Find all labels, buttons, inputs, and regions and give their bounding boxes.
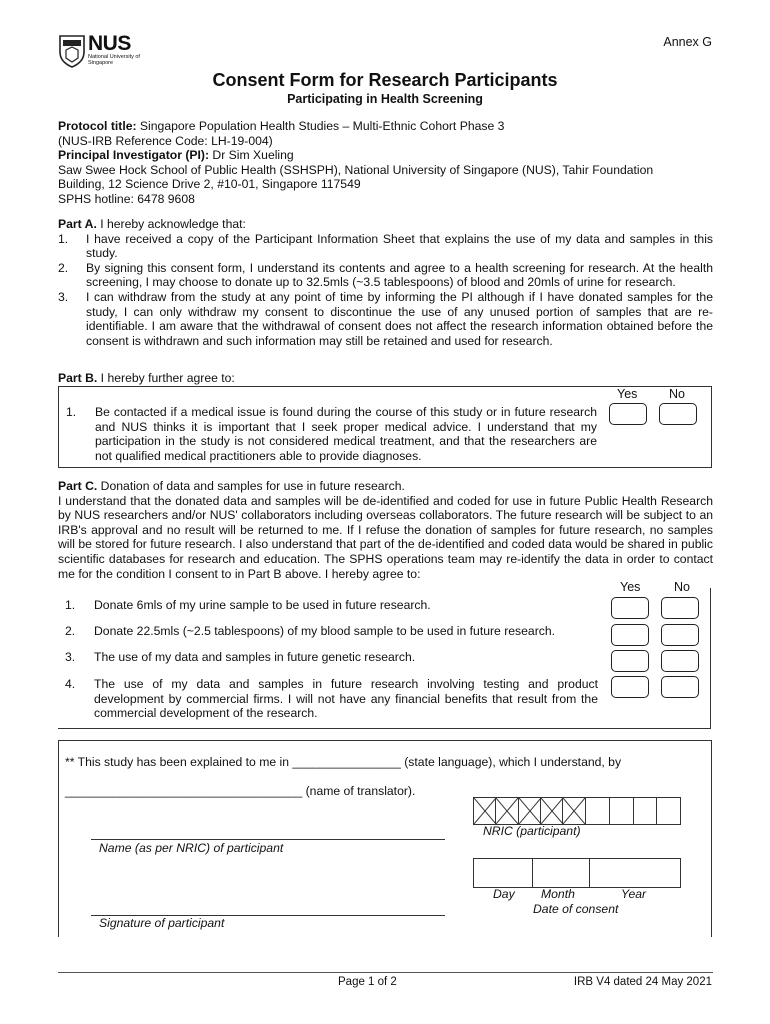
item-text: By signing this consent form, I understand its contents and agree to a health screening for research. At the health screening, I may choose to donate up to 32.5mls (~3.5 tablespoons) of blood and 20mls of urine for research. <box>86 260 713 290</box>
nric-cell-crossed <box>474 798 496 824</box>
part-c-text <box>58 479 713 581</box>
protocol-title-label: Protocol title: <box>58 119 137 133</box>
page-number: Page 1 of 2 <box>338 976 397 988</box>
protocol-title-value: Singapore Population Health Studies – Multi-Ethnic Cohort Phase 3 <box>136 119 505 133</box>
name-label: Name (as per NRIC) of participant <box>99 841 284 855</box>
address-line-2: Building, 12 Science Drive 2, #10-01, Singapore 117549 <box>58 177 361 192</box>
date-month-cell[interactable] <box>533 859 590 887</box>
address-line-1: Saw Swee Hock School of Public Health (SSHSPH), National University of Singapore (NUS), Tahir Foundation <box>58 162 654 177</box>
item-text: I can withdraw from the study at any point of time by informing the PI although if I have donated samples for the study, I can only withdraw my consent to discontinue the use of any unused portion of samples that are re-identifiable. I am aware that the withdrawal of consent does not affect the research information obtained before the consent is withdrawn and such information may still be retained and used for research. <box>86 289 713 348</box>
nric-cell[interactable] <box>634 798 656 824</box>
nric-cell[interactable] <box>610 798 634 824</box>
part-c-3-yes-checkbox[interactable] <box>611 650 649 672</box>
protocol-info <box>58 119 713 207</box>
part-b-yes-checkbox[interactable] <box>609 403 647 425</box>
part-b-item-text: Be contacted if a medical issue is found during the course of this study or in future research and NUS thinks it is important that I seek proper medical advice. I understand that my participation in the study is not considered medical treatment, and that the researchers are not qualified medical practitioners able to provide diagnoses. <box>95 405 597 463</box>
signature-label: Signature of participant <box>99 916 225 930</box>
item-number: 4. <box>65 677 76 691</box>
date-grid[interactable] <box>473 858 681 888</box>
part-c-item-text: Donate 22.5mls (~2.5 tablespoons) of my blood sample to be used in future research. <box>94 624 556 638</box>
page-title: Consent Form for Research Participants <box>212 70 558 90</box>
annex-label: Annex G <box>663 35 712 49</box>
date-label: Date of consent <box>533 902 619 916</box>
part-b-heading <box>58 371 713 386</box>
pi-label: Principal Investigator (PI): <box>58 148 210 163</box>
item-number: 3. <box>65 650 76 664</box>
part-c-intro: Donation of data and samples for use in future research. <box>97 479 405 493</box>
name-signature-line[interactable] <box>91 839 445 840</box>
crest-icon <box>58 34 86 68</box>
nric-grid[interactable] <box>473 797 681 825</box>
nric-cell-crossed <box>519 798 541 824</box>
day-label: Day <box>493 887 515 901</box>
date-year-cell[interactable] <box>590 859 680 887</box>
month-label: Month <box>541 887 575 901</box>
part-b-box <box>58 386 712 468</box>
logo-subtext: National University of Singapore <box>88 54 140 66</box>
nric-cell[interactable] <box>586 798 610 824</box>
part-c-item-text: The use of my data and samples in future genetic research. <box>94 650 416 664</box>
item-number: 2. <box>65 624 76 638</box>
item-number: 2. <box>58 260 69 275</box>
item-number: 1. <box>58 231 69 246</box>
part-c-1-no-checkbox[interactable] <box>661 597 699 619</box>
yes-header: Yes <box>617 387 638 401</box>
pi-value: Dr Sim Xueling <box>209 148 294 163</box>
page-subtitle: Participating in Health Screening <box>287 92 483 106</box>
part-a <box>58 217 713 348</box>
version-label: IRB V4 dated 24 May 2021 <box>573 976 712 988</box>
part-c-label: Part C. <box>58 479 98 493</box>
item-text: I have received a copy of the Participant Information Sheet that explains the use of my data and samples in this study. <box>86 231 713 261</box>
part-c-4-yes-checkbox[interactable] <box>611 676 649 698</box>
hotline: SPHS hotline: 6478 9608 <box>58 191 195 206</box>
part-c-4-no-checkbox[interactable] <box>661 676 699 698</box>
nric-cell-crossed <box>563 798 585 824</box>
part-c-2-no-checkbox[interactable] <box>661 624 699 646</box>
part-b-no-checkbox[interactable] <box>659 403 697 425</box>
signature-box <box>58 740 712 937</box>
part-c-box <box>58 580 711 729</box>
item-number: 1. <box>66 405 77 419</box>
translator-line[interactable]: ___________________________________ (name of translator). <box>65 784 416 798</box>
year-label: Year <box>621 887 647 901</box>
no-header: No <box>674 580 690 594</box>
part-a-intro: I hereby acknowledge that: <box>96 217 246 231</box>
part-c-item-text: Donate 6mls of my urine sample to be used in future research. <box>94 598 431 612</box>
part-a-label: Part A. <box>58 217 97 231</box>
part-a-item <box>58 232 713 261</box>
irb-reference: (NUS-IRB Reference Code: LH-19-004) <box>58 133 273 148</box>
part-c-item-text: The use of my data and samples in future research involving testing and product development by commercial firms. I will not have any financial benefits that result from the commercial development of the research. <box>94 677 598 721</box>
nric-label: NRIC (participant) <box>483 824 581 838</box>
item-number: 1. <box>65 598 76 612</box>
footer-divider <box>58 972 713 973</box>
part-c-1-yes-checkbox[interactable] <box>611 597 649 619</box>
nric-cell-crossed <box>496 798 518 824</box>
date-day-cell[interactable] <box>474 859 533 887</box>
part-c-2-yes-checkbox[interactable] <box>611 624 649 646</box>
explained-line[interactable]: ** This study has been explained to me in ________________ (state language), which I understand, by <box>65 755 622 769</box>
part-b-label: Part B. <box>58 371 98 385</box>
part-a-item <box>58 290 713 348</box>
item-number: 3. <box>58 289 69 304</box>
logo-text: NUS <box>88 32 131 55</box>
part-c-paragraph: I understand that the donated data and samples will be de-identified and coded for use in future Public Health Research by NUS researchers and/or NUS' collaborators including overseas collaborators. The future research will be subject to an IRB's approval and no result will be returned to me. If I refuse the donation of samples for future research, no samples will be stored for future research. I also understand that part of the de-identified and coded data would be shared in public scientific databases for research and education. The SPHS operations team may re-identify the data in order to contact me for the condition I consent to in Part B above. I hereby agree to: <box>58 493 713 581</box>
nric-cell[interactable] <box>657 798 680 824</box>
part-b-intro: I hereby further agree to: <box>97 371 235 385</box>
part-a-item <box>58 261 713 290</box>
no-header: No <box>669 387 685 401</box>
yes-header: Yes <box>620 580 641 594</box>
nric-cell-crossed <box>541 798 563 824</box>
part-c-3-no-checkbox[interactable] <box>661 650 699 672</box>
